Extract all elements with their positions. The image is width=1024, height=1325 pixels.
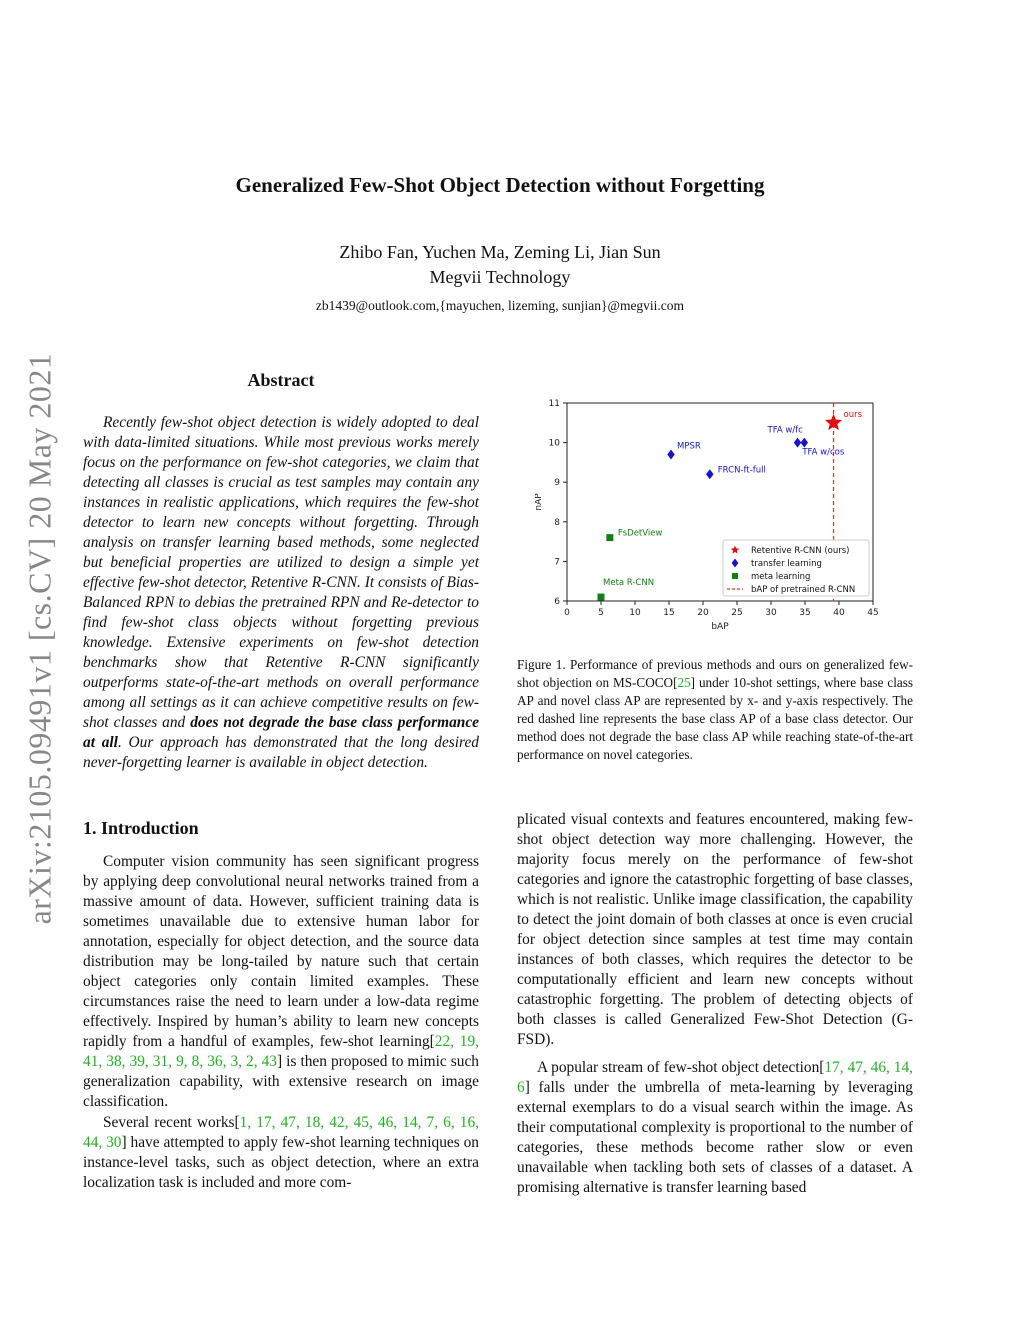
data-point-label: FsDetView bbox=[617, 528, 663, 539]
data-point-label: TFA w/cos bbox=[802, 447, 845, 458]
data-point-label: MPSR bbox=[677, 441, 701, 452]
introduction-heading: 1. Introduction bbox=[83, 818, 199, 838]
caption-tail: ] under 10-shot settings, where base class AP and novel class AP are represented by x- and y-axis respectively. The red dashed line represents the base class AP of a base class detector. Our method does not degrade the base class AP while reaching state-of-the-art performance on novel categories. bbox=[517, 675, 913, 762]
y-axis-label: nAP bbox=[535, 493, 544, 511]
x-axis-label: bAP bbox=[711, 622, 729, 632]
figure-1-chart bbox=[535, 395, 895, 640]
right-paragraph: plicated visual contexts and features encountered, making few-shot object detection way more challenging. However, the majority focus merely on the performance of few-shot categories and ignore the catastrophic forgetting of base classes, which is not realistic. Unlike image classification, the capability to detect the joint domain of both classes at once is even crucial for object detection since samples at test time may contain instances of both classes, which requires the detector to be computationally efficient and learn new concepts without catastrophic forgetting. The problem of detecting objects of both classes is called Generalized Few-Shot Detection (G-FSD). bbox=[517, 811, 913, 1048]
x-tick-label: 30 bbox=[765, 608, 777, 618]
data-point-label: TFA w/fc bbox=[767, 425, 803, 436]
x-tick-label: 20 bbox=[697, 608, 709, 618]
x-tick-label: 10 bbox=[629, 608, 641, 618]
citation-links[interactable]: 17, 47, 46, 14, 6 bbox=[517, 1059, 914, 1096]
legend-label: meta learning bbox=[751, 572, 811, 582]
abstract-text-end: . Our approach has demonstrated that the long desired never-forgetting learner is available in object detection. bbox=[83, 734, 479, 771]
arxiv-stamp: arXiv:2105.09491v1 [cs.CV] 20 May 2021 bbox=[21, 352, 58, 925]
legend-label: transfer learning bbox=[751, 559, 822, 569]
citation-link[interactable]: 25 bbox=[677, 675, 691, 690]
intro-p2-tail: ] have attempted to apply few-shot learning techniques on instance-level tasks, such as object detection, where an extra localization task is included and more com- bbox=[83, 1134, 480, 1191]
intro-p2-head: Several recent works[ bbox=[103, 1114, 240, 1131]
intro-paragraph bbox=[83, 1113, 479, 1193]
intro-p1-tail: ] is then proposed to mimic such generalization capability, with extensive research on image classification. bbox=[83, 1053, 480, 1110]
citation-links[interactable]: 1, 17, 47, 18, 42, 45, 46, 14, 7, 6, 16, 44, 30 bbox=[83, 1114, 479, 1151]
y-tick-label: 8 bbox=[554, 517, 560, 528]
y-tick-label: 10 bbox=[548, 438, 560, 449]
right-paragraph bbox=[517, 1058, 913, 1198]
email: zb1439@outlook.com,{mayuchen, lizeming, sunjian}@megvii.com bbox=[315, 298, 685, 313]
data-point-label: Meta R-CNN bbox=[603, 578, 655, 589]
data-point-diamond bbox=[706, 469, 714, 479]
legend-label: bAP of pretrained R-CNN bbox=[751, 585, 856, 595]
y-tick-label: 7 bbox=[554, 557, 560, 568]
x-tick-label: 5 bbox=[598, 608, 604, 618]
x-tick-label: 0 bbox=[564, 608, 570, 618]
abstract-text: Recently few-shot object detection is widely adopted to deal with data-limited situations. While most previous works merely focus on the performance on few-shot categories, we claim that detecting all classes is crucial as test samples may contain any instances in realistic applications, which requires the few-shot detector to learn new concepts without forgetting. Through analysis on transfer learning based methods, some neglected but beneficial properties are utilized to design a simple yet effective few-shot detector, Retentive R-CNN. It consists of Bias-Balanced RPN to debias the pretrained RPN and Re-detector to find few-shot class objects without forgetting previous knowledge. Extensive experiments on few-shot detection benchmarks show that Retentive R-CNN significantly outperforms state-of-the-art methods on overall performance among all settings as it can achieve competitive results on few-shot classes and bbox=[83, 414, 479, 731]
data-point-diamond bbox=[801, 438, 809, 448]
intro-p1-text: Computer vision community has seen significant progress by applying deep convolutional neural networks trained from a massive amount of data. However, sufficient training data is sometimes unavailable due to extensive human labor for annotation, especially for object detection, and the source data distribution may be long-tailed by nature such that certain object categories only contain limited examples. These circumstances raise the need to learn under a low-data regime effectively. Inspired by human’s ability to learn new concepts rapidly from a handful of examples, few-shot learning[ bbox=[83, 853, 479, 1050]
data-point-label: ours bbox=[843, 409, 863, 420]
intro-paragraph bbox=[83, 852, 479, 1112]
legend-label: Retentive R-CNN (ours) bbox=[751, 546, 850, 556]
introduction-body bbox=[83, 852, 479, 1193]
abstract-bold: does not degrade the base class performance at all bbox=[83, 714, 479, 751]
x-tick-label: 25 bbox=[731, 608, 743, 618]
y-tick-label: 9 bbox=[554, 478, 560, 489]
y-tick-label: 11 bbox=[548, 399, 560, 409]
right-column-body bbox=[517, 810, 913, 1198]
x-tick-label: 35 bbox=[799, 608, 811, 618]
affiliation: Megvii Technology bbox=[429, 267, 571, 287]
x-tick-label: 15 bbox=[663, 608, 675, 618]
authors: Zhibo Fan, Yuchen Ma, Zeming Li, Jian Sun bbox=[339, 242, 661, 262]
x-tick-label: 45 bbox=[867, 608, 879, 618]
citation-links[interactable]: 22, 19, 41, 38, 39, 31, 9, 8, 36, 3, 2, 43 bbox=[83, 1033, 480, 1070]
data-point-diamond bbox=[667, 449, 675, 459]
legend-marker bbox=[732, 573, 738, 579]
data-point-square bbox=[598, 594, 605, 601]
abstract-body bbox=[83, 413, 479, 773]
y-tick-label: 6 bbox=[554, 597, 560, 607]
author-block bbox=[0, 240, 1000, 290]
right-p2-tail: ] falls under the umbrella of meta-learning by leveraging external exemplars to do a visual search within the image. As their computational complexity is proportional to the number of categories, these methods become rather slow or even unavailable when tackling both sets of classes of a dataset. A promising alternative is transfer learning based bbox=[517, 1079, 913, 1196]
data-point-label: FRCN-ft-full bbox=[717, 465, 766, 476]
data-point-diamond bbox=[794, 438, 802, 448]
data-point-square bbox=[606, 534, 613, 541]
caption-text: Figure 1. Performance of previous methods and ours on generalized few-shot objection on MS-COCO[ bbox=[517, 657, 913, 690]
figure-caption bbox=[517, 656, 913, 764]
scatter-plot bbox=[535, 395, 895, 635]
right-p2-head: A popular stream of few-shot object detection[ bbox=[537, 1059, 825, 1076]
x-tick-label: 40 bbox=[833, 608, 845, 618]
abstract-heading: Abstract bbox=[247, 370, 315, 390]
paper-title: Generalized Few-Shot Object Detection without Forgetting bbox=[235, 173, 765, 197]
